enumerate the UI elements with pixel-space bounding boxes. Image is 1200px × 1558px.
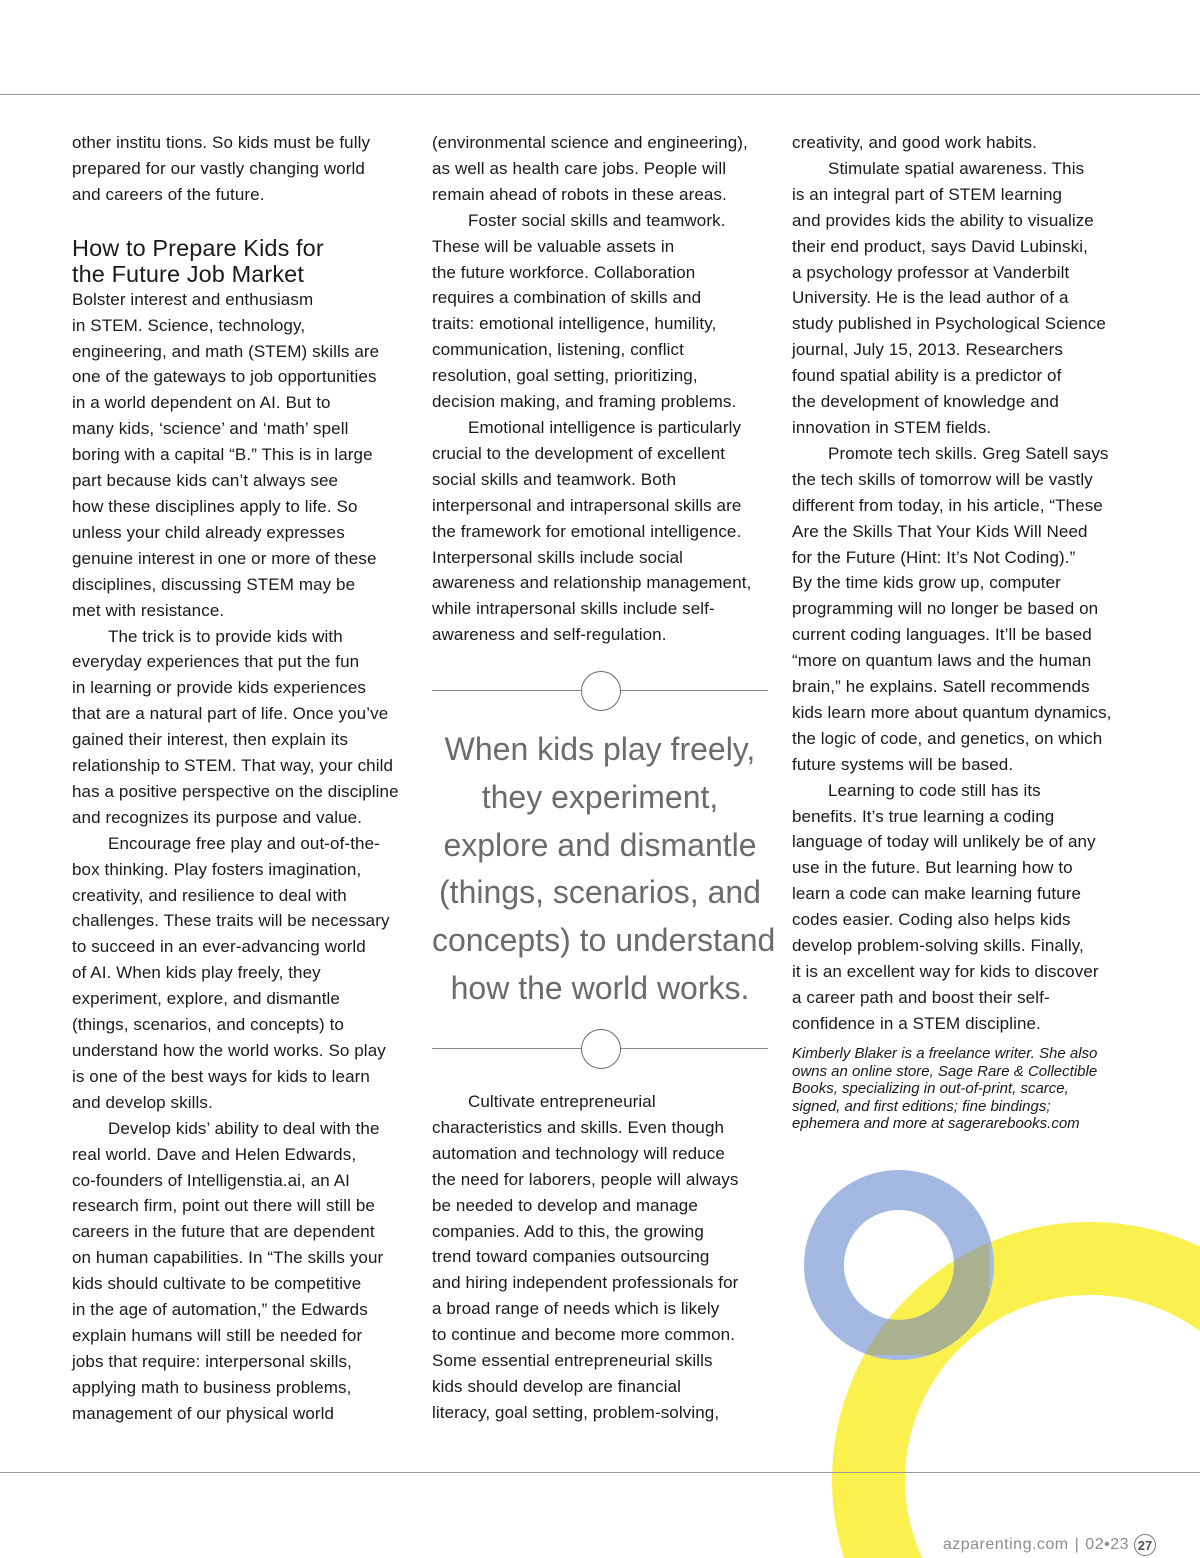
blue-ring [824,1190,974,1340]
footer-separator: | [1074,1536,1080,1553]
col1-paragraph-stem: Bolster interest and enthusiasm in STEM. Science, technology, engineering, and math (STEM) skills are one of the gateways to job opportunities in a world dependent on AI. But to many kids, ‘science’ and ‘math’ spell boring with a capital “B.” This is in large part because kids can’t always see how these disciplines apply to life. So unless your child already expresses genuine interest in one or more of these disciplines, discussing STEM may be met with resistance. [72,289,380,620]
top-rule [0,94,1200,95]
page-footer [943,1533,1156,1557]
col1-intro: other institu tions. So kids must be fully prepared for our vastly changing world and careers of the future. [72,133,371,204]
page-number: 27 [1134,1534,1156,1556]
col2-paragraph-emotional: Emotional intelligence is particularly crucial to the development of excellent social skills and teamwork. Both interpersonal and intrapersonal skills are the framework for emotional intelligence. Interpersonal skills include social awareness and relationship management, while intrapersonal skills include self- awareness and self-regulation. [432,417,752,645]
section-heading: How to Prepare Kids for the Future Job Market [72,234,324,287]
col3-paragraph-coding: Learning to code still has its benefits. It’s true learning a coding language of today will unlikely be of any use in the future. But learning how to learn a code can make learning future codes easier. Coding also helps kids develop problem-solving skills. Finally, it is an excellent way for kids to discover a career path and boost their self- confidence in a STEM discipline. [792,780,1099,1033]
col1-paragraph-real-world: Develop kids’ ability to deal with the real world. Dave and Helen Edwards, co-founders of Intelligenstia.ai, an AI research firm, point out there will still be careers in the future that are dependent on human capabilities. In “The skills your kids should cultivate to be competitive in the age of automation,” the Edwards explain humans will still be needed for jobs that require: interpersonal skills, applying math to business problems, management of our physical world [72,1118,384,1423]
author-bio: Kimberly Blaker is a freelance writer. She also owns an online store, Sage Rare & Collectible Books, specializing in out-of-print, scarce, signed, and first editions; fine bindings; ephemera and more at sagerarebooks.com [792,1045,1098,1133]
col3-paragraph-spatial: Stimulate spatial awareness. This is an integral part of STEM learning and provides kids the ability to visualize their end product, says David Lubinski, a psychology professor at Vanderbilt University. He is the lead author of a study published in Psychological Science journal, July 15, 2013. Researchers found spatial ability is a predictor of the development of knowledge and innovation in STEM fields. [792,158,1106,437]
col1-paragraph-trick: The trick is to provide kids with everyday experiences that put the fun in learning or provide kids experiences that are a natural part of life. Once you’ve gained their interest, then explain its relationship to STEM. That way, your child has a positive perspective on the discipline and recognizes its purpose and value. [72,626,399,827]
divider-circle-icon [581,671,621,711]
footer-issue: 02•23 [1085,1536,1129,1553]
col2-paragraph-social: Foster social skills and teamwork. These will be valuable assets in the future workforce. Collaboration requires a combination of skills and traits: emotional intelligence, humility, communication, listening, conflict resolution, goal setting, prioritizing, decision making, and framing problems. [432,210,737,412]
footer-site[interactable]: azparenting.com [942,1536,1069,1553]
col3-paragraph-tech-skills: Promote tech skills. Greg Satell says the tech skills of tomorrow will be vastly different from today, in his article, “These Are the Skills That Your Kids Will Need for the Future (Hint: It’s Not Coding).” By the time kids grow up, computer programming will no longer be based on current coding languages. It’ll be based “more on quantum laws and the human brain,” he explains. Satell recommends kids learn more about quantum dynamics, the logic of code, and genetics, on which future systems will be based. [792,443,1112,774]
yellow-ring [869,1259,1200,1558]
divider-circle-icon [581,1029,621,1069]
column-2-top [432,130,772,648]
pullquote-divider-bottom [432,1028,768,1072]
col2-intro: (environmental science and engineering), as well as health care jobs. People will remain ahead of robots in these areas. [432,133,748,204]
pullquote-divider-top [432,670,768,714]
col3-intro: creativity, and good work habits. [792,133,1037,152]
ring-overlap [824,1190,974,1340]
col2-paragraph-entrepreneurial: Cultivate entrepreneurial characteristics and skills. Even though automation and technology will reduce the need for laborers, people will always be needed to develop and manage companies. Add to this, the growing trend toward companies outsourcing and hiring independent professionals for a broad range of needs which is likely to continue and become more common. Some essential entrepreneurial skills kids should develop are financial literacy, goal setting, problem-solving, [432,1092,739,1422]
pull-quote: When kids play freely, they experiment, explore and dismantle (things, scenarios, and concepts) to understand how the world works. [432,731,776,1006]
column-3 [792,130,1132,1037]
column-2-bottom [432,1089,772,1426]
col1-paragraph-free-play: Encourage free play and out-of-the- box thinking. Play fosters imagination, creativity, and resilience to deal with challenges. These traits will be necessary to succeed in an ever-advancing world of AI. When kids play freely, they experiment, explore, and dismantle (things, scenarios, and concepts) to understand how the world works. So play is one of the best ways for kids to learn and develop skills. [72,833,390,1112]
bottom-rule [0,1472,1200,1473]
column-1 [72,130,412,1427]
